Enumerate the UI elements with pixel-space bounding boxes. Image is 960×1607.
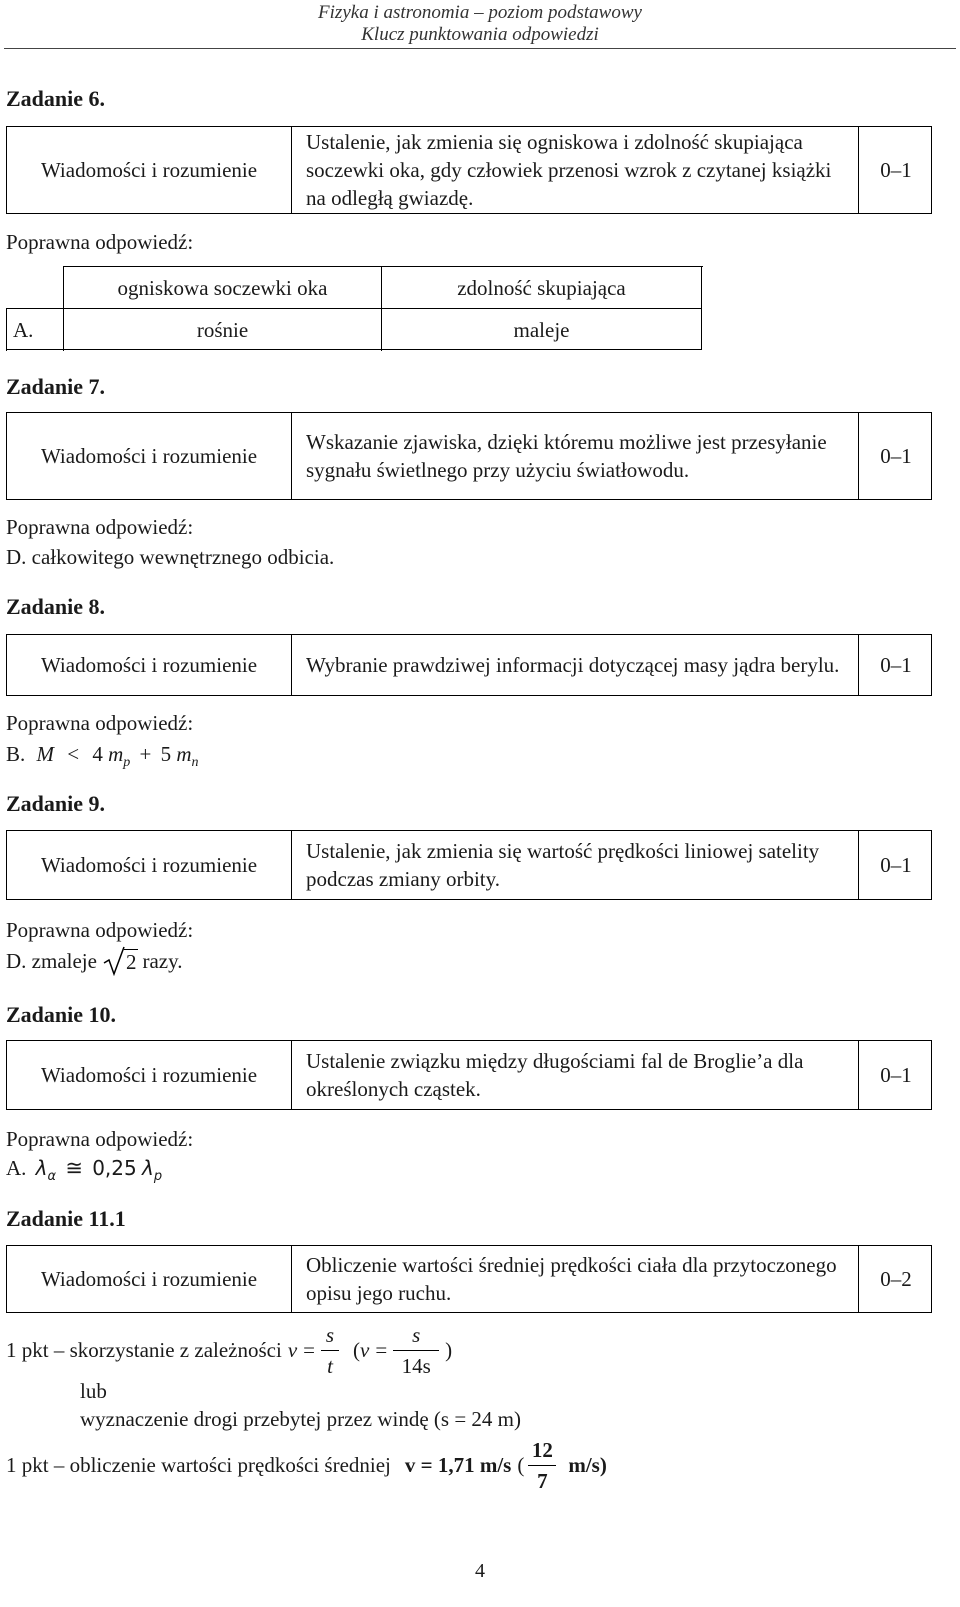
task-6-category: Wiadomości i rozumienie: [7, 127, 292, 213]
task-7-description: Wskazanie zjawiska, dzięki któremu możliwe jest przesyłanie sygnału świetlnego przy użyciu światłowodu.: [292, 413, 859, 499]
line-1-open: (: [353, 1338, 360, 1362]
line-1-close: ): [445, 1338, 453, 1362]
task-10-lambda-alpha: $\lambda_\alpha$: [35, 1156, 57, 1184]
task-8-answer-letter: B.: [6, 742, 26, 766]
task-9-category: Wiadomości i rozumienie: [7, 831, 292, 899]
task-8-criteria-row: [6, 634, 932, 696]
sqrt-sign-icon: [103, 946, 125, 976]
page-number: 4: [475, 1560, 485, 1582]
task-11-1-line-1: [6, 1318, 452, 1382]
task-9-answer-suffix: razy.: [142, 949, 183, 973]
task-11-1-title: Zadanie 11.1: [6, 1206, 126, 1231]
line-1-eq2: =: [375, 1338, 388, 1362]
task-10-category: Wiadomości i rozumienie: [7, 1041, 292, 1109]
fraction-12-over-7: $\frac{12}{7}$: [528, 1435, 556, 1496]
task-7-category: Wiadomości i rozumienie: [7, 413, 292, 499]
task-6-answer-label: Poprawna odpowiedź:: [6, 230, 194, 254]
line-3-prefix: 1 pkt – obliczenie wartości prędkości średniej: [6, 1453, 391, 1477]
task-10-answer: [6, 1154, 162, 1191]
task-10-answer-letter: A.: [6, 1156, 27, 1180]
task-8-category: Wiadomości i rozumienie: [7, 635, 292, 695]
task-9-answer-prefix: D. zmaleje: [6, 949, 97, 973]
task-6-answer-letter: A.: [7, 309, 64, 351]
line-1-prefix: 1 pkt – skorzystanie z zależności: [6, 1338, 282, 1362]
task-10-description: Ustalenie związku między długościami fal de Broglie’a dla określonych cząstek.: [292, 1041, 859, 1109]
task-11-1-line-3: [6, 1432, 607, 1498]
task-8-answer: [6, 740, 199, 777]
task-6-answer-table: [6, 266, 702, 350]
task-10-title: Zadanie 10.: [6, 1002, 117, 1027]
task-8-coef-1: 4: [92, 742, 103, 766]
task-11-1-description: Obliczenie wartości średniej prędkości ciała dla przytoczonego opisu jego ruchu.: [292, 1246, 859, 1312]
task-9-radicand: 2: [125, 950, 137, 974]
task-6-criteria-row: [6, 126, 932, 214]
task-6-points: 0–1: [880, 158, 912, 182]
header-subject: Fizyka i astronomia – poziom podstawowy: [318, 2, 642, 23]
task-8-points: 0–1: [880, 653, 912, 677]
sqrt-symbol: [103, 946, 139, 976]
task-8-less-than: <: [67, 742, 80, 766]
task-11-1-line-2: wyznaczenie drogi przebytej przez windę (s = 24 m): [80, 1407, 521, 1431]
task-6-description: Ustalenie, jak zmienia się ogniskowa i zdolność skupiająca soczewki oka, gdy człowiek przenosi wzrok z czytanej książki na odległą gwiazdę.: [292, 127, 859, 213]
task-8-title: Zadanie 8.: [6, 594, 106, 619]
task-8-description: Wybranie prawdziwej informacji dotyczącej masy jądra berylu.: [292, 635, 859, 695]
line-1-eq: =: [303, 1338, 315, 1362]
task-7-answer-label: Poprawna odpowiedź:: [6, 515, 194, 539]
task-9-answer-label: Poprawna odpowiedź:: [6, 918, 194, 942]
header-subtitle: Klucz punktowania odpowiedzi: [361, 24, 599, 45]
task-6-answer-focal: rośnie: [64, 309, 382, 351]
task-8-m-p: $m_p$: [108, 742, 131, 771]
task-11-1-criteria-row: [6, 1245, 932, 1313]
task-7-title: Zadanie 7.: [6, 374, 106, 399]
task-6-col-optical-power: zdolność skupiająca: [457, 275, 626, 300]
task-9-points: 0–1: [880, 853, 912, 877]
task-10-answer-label: Poprawna odpowiedź:: [6, 1127, 194, 1151]
task-7-points: 0–1: [880, 444, 912, 468]
header-rule: [4, 48, 956, 49]
task-9-criteria-row: [6, 830, 932, 900]
fraction-s-over-14s: $\frac{s}{14s}$: [393, 1320, 439, 1381]
task-6-answer-power: maleje: [513, 317, 570, 342]
task-9-description: Ustalenie, jak zmienia się wartość prędkości liniowej satelity podczas zmiany orbity.: [292, 831, 859, 899]
task-8-plus: +: [139, 742, 152, 766]
task-7-criteria-row: [6, 412, 932, 500]
task-10-approx: ≅: [65, 1156, 83, 1180]
task-6-answer-header-row: [63, 266, 703, 309]
line-3-open: (: [517, 1453, 525, 1477]
task-8-m-n: $m_n$: [176, 742, 199, 771]
line-1-v2: v: [360, 1338, 370, 1362]
task-9-answer: [6, 944, 182, 978]
task-10-points: 0–1: [880, 1063, 912, 1087]
task-7-answer: D. całkowitego wewnętrznego odbicia.: [6, 545, 335, 569]
task-8-coef-2: 5: [160, 742, 172, 766]
line-3-unit: m/s): [568, 1453, 607, 1477]
task-6-title: Zadanie 6.: [6, 86, 106, 111]
task-9-title: Zadanie 9.: [6, 791, 106, 816]
task-11-1-points: 0–2: [880, 1267, 912, 1291]
task-8-answer-label: Poprawna odpowiedź:: [6, 711, 194, 735]
task-6-col-focal-length: ogniskowa soczewki oka: [64, 267, 382, 309]
task-10-lambda-p: $\lambda_p$: [141, 1156, 163, 1184]
task-11-1-category: Wiadomości i rozumienie: [7, 1246, 292, 1312]
line-1-v: v: [287, 1338, 298, 1362]
task-8-mass-symbol: M: [36, 742, 55, 766]
task-10-criteria-row: [6, 1040, 932, 1110]
line-3-result: v = 1,71 m/s: [404, 1453, 512, 1477]
task-11-1-lub: lub: [80, 1379, 107, 1403]
task-10-coef: 0,25: [92, 1156, 137, 1180]
task-6-answer-row: [6, 308, 702, 351]
fraction-s-over-t: $\frac{s}{t}$: [321, 1320, 339, 1381]
